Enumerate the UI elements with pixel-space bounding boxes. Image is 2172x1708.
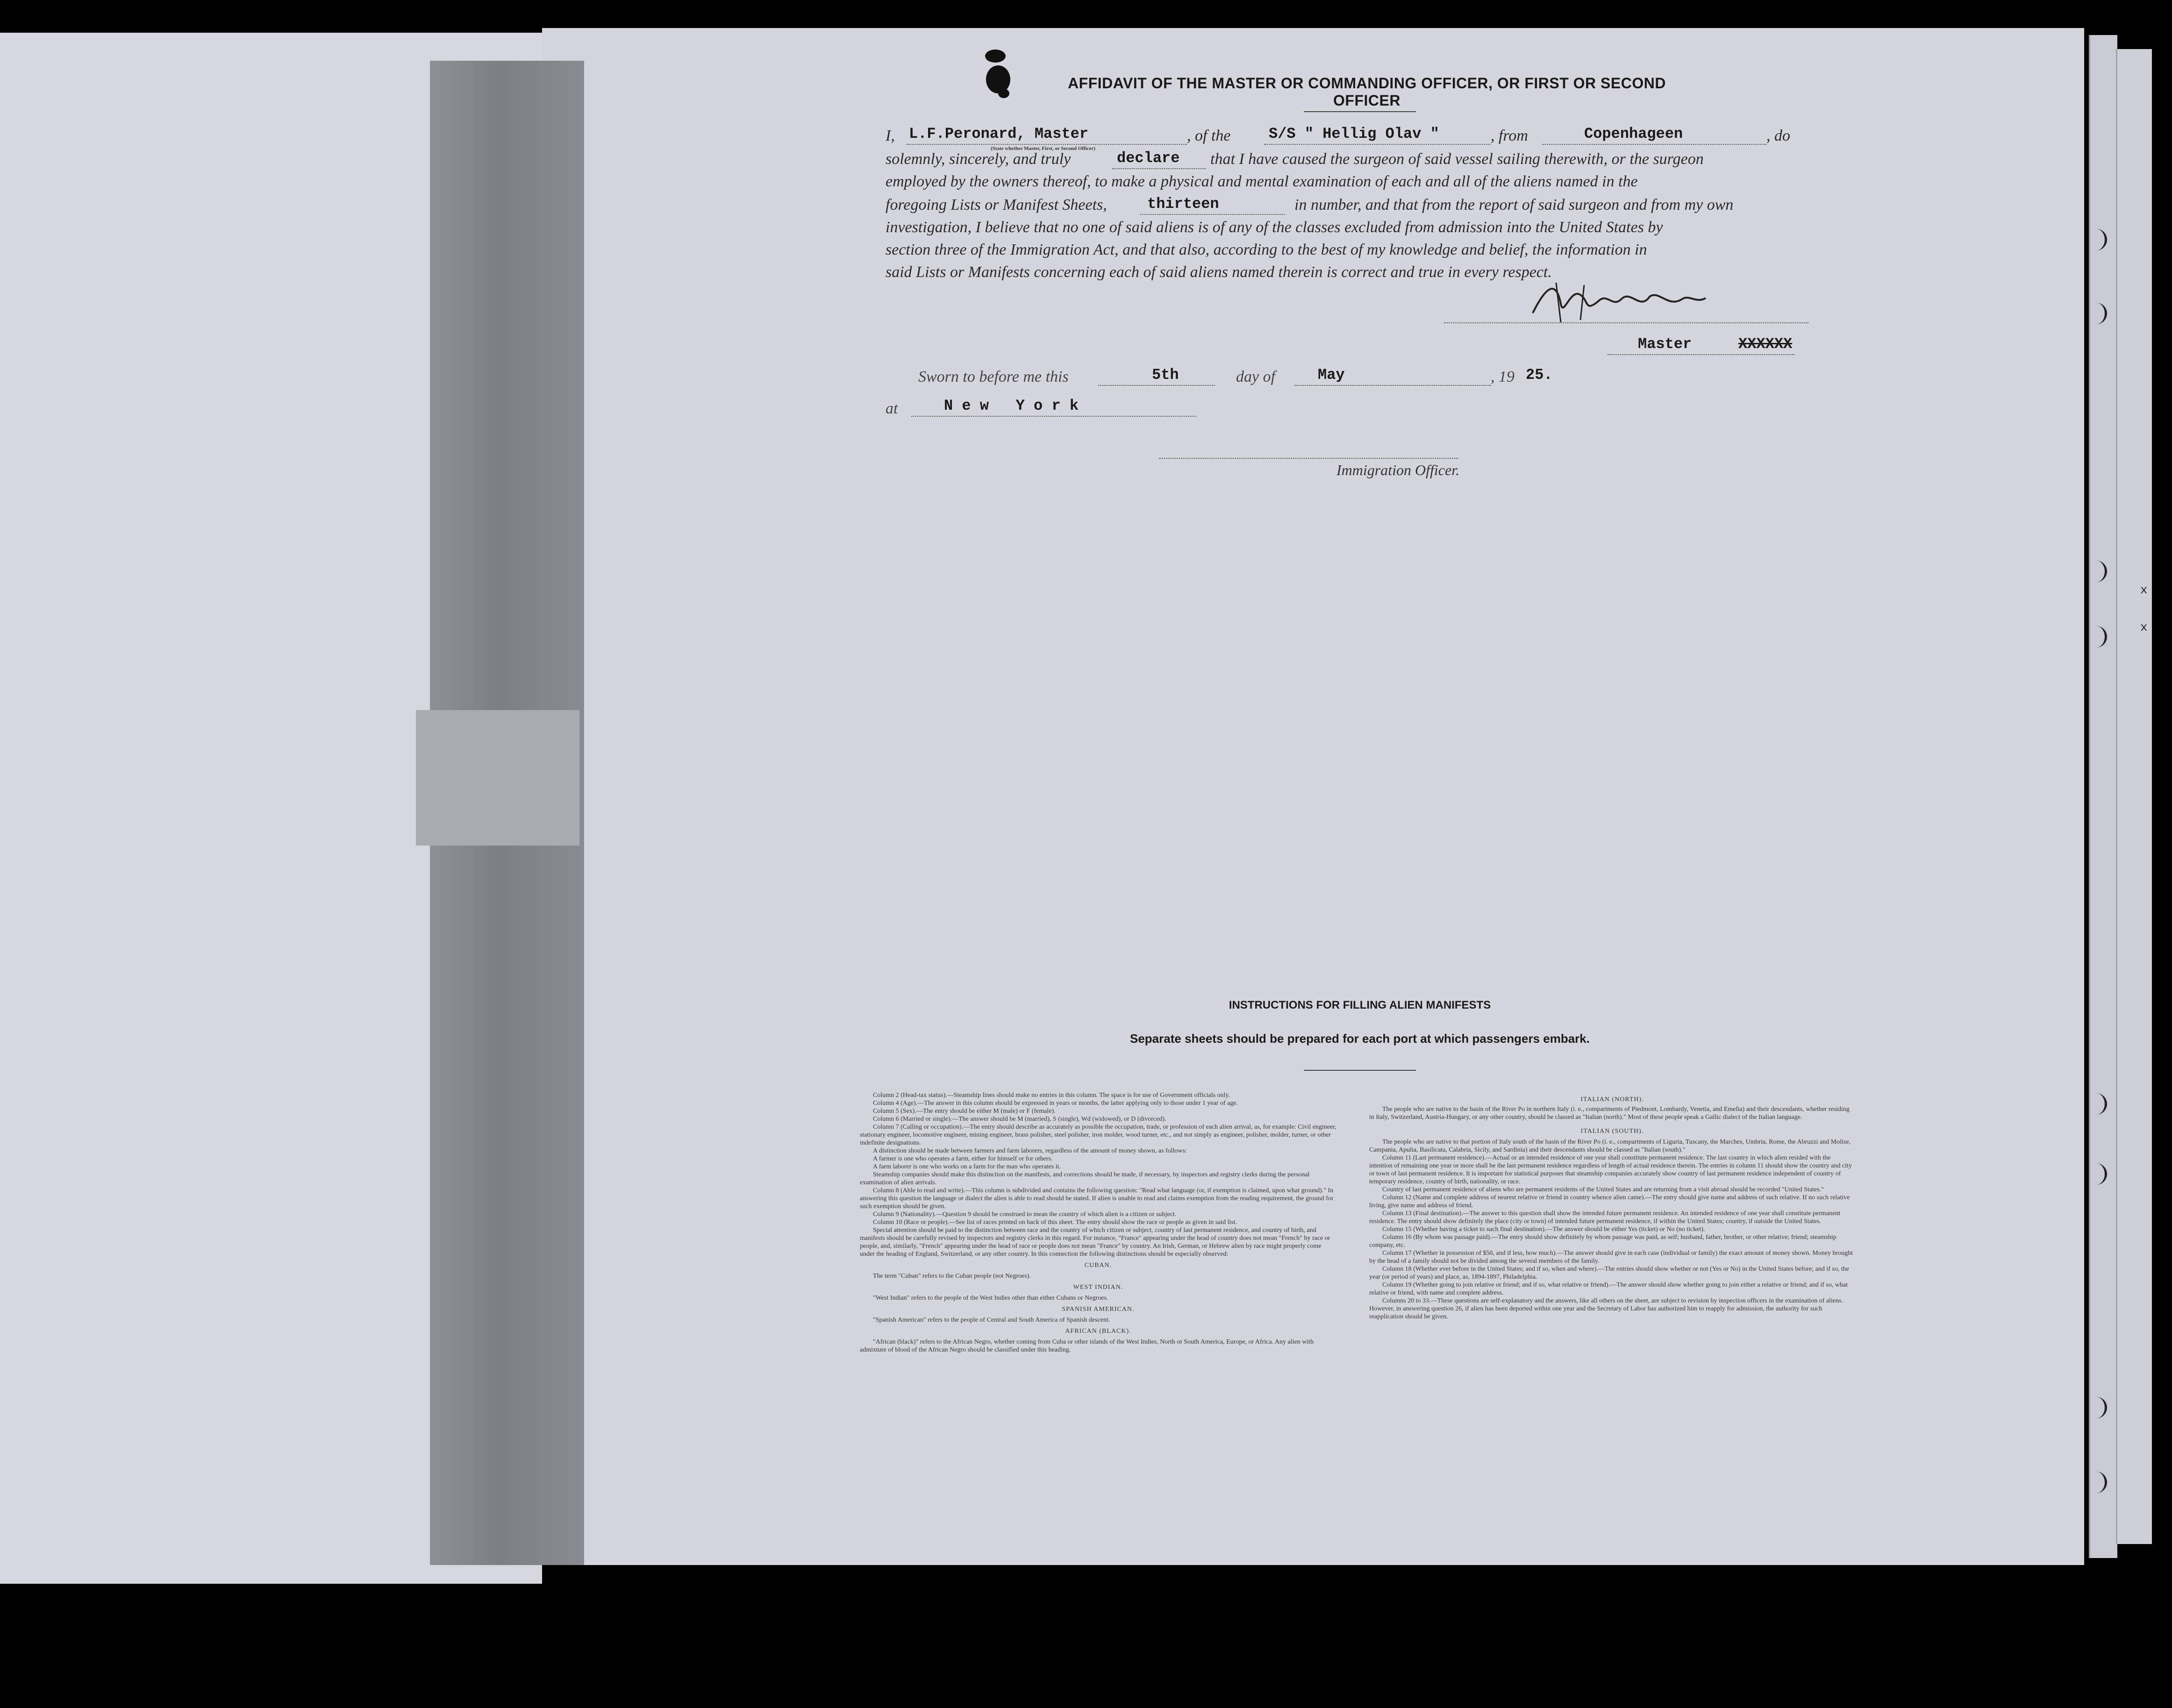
instruction-paragraph: A distinction should be made between farmers and farm laborers, regardless of the amount of money shown, as follows: [873, 1147, 1187, 1154]
instruction-paragraph: Column 19 (Whether going to join relative or friend; and if so, what relative or friend).—The answer should show whether going to join either a relative or friend; and if so, what relative or friend, with name and complete address. [1369, 1281, 1848, 1296]
sworn-month: May [1318, 366, 1345, 384]
instruction-paragraph: "African (black)" refers to the African Negro, whether coming from Cuba or other islands of the West Indies, North or South America, Europe, or Africa. Any alien with admixture of blood of the African Negro should be classified under this heading. [860, 1338, 1314, 1353]
vessel-name: S/S " Hellig Olav " [1269, 125, 1439, 142]
affidavit-line5: investigation, I believe that no one of said aliens is of any of the classes excluded from admission into the United States by [886, 219, 1663, 236]
instruction-paragraph: Column 17 (Whether in possession of $50, and if less, how much).—The answer should give in each case (individual or family) the exact amount of money shown. Money brought by the head of a family should not be divided among the several members of the family. [1369, 1250, 1853, 1265]
officer-signature-line [1159, 458, 1458, 459]
rank-note: (State whether Master, First, or Second Officer) [991, 146, 1096, 151]
title-line [1608, 354, 1794, 355]
instruction-paragraph: Column 11 (Last permanent residence).—Actual or an intended residence of one year shall constitute permanent residence. The last country in which alien resided with the intention of remaining one year or more shall be the last permanent residence regardless of length of actual residence therein. The entries in column 11 should show the country and city or town of last permanent residence. It is important for statistical purposes that steamship companies accurately show country of last permanent residence independent of country of temporary residence, country of birth, nationality, or race. [1369, 1154, 1852, 1185]
section-heading: ITALIAN (NORTH). [1580, 1096, 1644, 1103]
sworn-year-suffix: 25. [1526, 366, 1553, 384]
sworn-prefix: Sworn to before me this [918, 368, 1069, 385]
affidavit-do: , do [1766, 127, 1790, 144]
sworn-place: N e w Y o r k [944, 397, 1079, 414]
sheets-count: thirteen [1147, 195, 1219, 213]
master-signature [1528, 276, 1715, 327]
section-heading: CUBAN. [1084, 1262, 1112, 1269]
instruction-paragraph: Country of last permanent residence of aliens who are permanent residents of the United States and are returning from a visit abroad should be recorded "United States." [1382, 1186, 1824, 1193]
affidavit-line3: employed by the owners thereof, to make a physical and mental examination of each and all of the aliens named in the [886, 173, 1638, 190]
at-label: at [886, 400, 898, 417]
instruction-paragraph: The term "Cuban" refers to the Cuban people (not Negroes). [873, 1273, 1031, 1280]
instruction-paragraph: Column 6 (Married or single).—The answer should be M (married), S (single), Wd (widowed), or D (divorced). [873, 1116, 1166, 1123]
page-edge [2116, 49, 2152, 1544]
instruction-paragraph: Columns 20 to 33.—These questions are self-explanatory and the answers, like all others on the sheet, are subject to revision by inspection officers in the examination of aliens. However, in answering question 26, if alien has been deported within one year and the Secretary of Labor has authorized him to reapply for admission, the authority for such reapplication should be given. [1369, 1297, 1843, 1320]
instruction-paragraph: Column 8 (Able to read and write).—This column is subdivided and contains the following question: "Read what language (or, if exemption is claimed, upon what ground)." In answering this question the language or dialect the alien is able to read should be stated. If alien is unable to read and claims exemption from the reading requirement, the ground for such exemption should be given. [860, 1187, 1334, 1210]
sworn-year-prefix: , 19 [1491, 368, 1515, 385]
affidavit-line7: said Lists or Manifests concerning each of said aliens named therein is correct and true in every respect. [886, 263, 1552, 281]
section-heading: AFRICAN (BLACK). [1065, 1328, 1131, 1335]
page-edge [2089, 35, 2117, 1558]
margin-mark: x [2140, 620, 2148, 634]
instruction-paragraph: Column 7 (Calling or occupation).—The entry should describe as accurately as possible the occupation, trade, or profession of each alien arrival, as, for example: Civil engineer, stationary engineer, locomotive engineer, mining engineer, brass polisher, steel polisher, iron molder, wood turner, etc., and not simply as engineer, polisher, molder, turner, or other indefinite designations. [860, 1124, 1336, 1146]
blank-line [1098, 385, 1215, 386]
instructions-rule [1304, 1070, 1416, 1071]
blank-line [911, 416, 1196, 417]
instruction-paragraph: The people who are native to the basin of the River Po in northern Italy (i. e., compartments of Piedmont, Lombardy, Venetia, and Emelia) and their descendants, whether residing in Italy, Switzerland, Austria-Hungary, or any other country, should be classed as "Italian (north)." Most of these people speak a Gallic dialect of the Italian language. [1369, 1106, 1850, 1121]
port-from: Copenhageen [1584, 125, 1683, 142]
instructions-left-column [860, 1091, 1336, 1354]
title-rule [1304, 111, 1416, 112]
instruction-paragraph: Column 18 (Whether ever before in the United States; and if so, when and where).—The entries should show whether or not (Yes or No) in the United States before; and if so, the year (or period of years) and place, as, 1894-1897, Philadelphia. [1369, 1266, 1849, 1281]
sworn-day: 5th [1152, 366, 1179, 384]
struck-text: XXXXXX [1738, 335, 1793, 353]
blank-line [1264, 144, 1491, 145]
blank-line [1542, 144, 1766, 145]
blank-line [907, 144, 1187, 145]
instruction-paragraph: Column 15 (Whether having a ticket to such final destination).—The answer should be either Yes (ticket) or No (no ticket). [1382, 1226, 1705, 1233]
affidavit-line4-rest: in number, and that from the report of said surgeon and from my own [1294, 196, 1734, 214]
instruction-paragraph: Special attention should be paid to the distinction between race and the country of which citizen or subject, country of last permanent residence, and country of birth, and manifests should be carefully revised by inspectors and registry clerks in this regard. For instance, "France" appearing under the head of country does not mean "French" by race or people, and, similarly, "French" appearing under the head of race or people does not mean "France" by country. An Irish, German, or Hebrew alien by race might properly come under the heading of England, Switzerland, or any other country. In this connection the following distinctions should be especially observed: [860, 1227, 1330, 1258]
declare-word: declare [1117, 149, 1180, 167]
sworn-day-of: day of [1236, 368, 1276, 385]
signature-line [1444, 322, 1808, 323]
affidavit-line1-prefix: I, [886, 127, 895, 144]
instructions-title: INSTRUCTIONS FOR FILLING ALIEN MANIFESTS [1229, 999, 1491, 1011]
section-heading: WEST INDIAN. [1073, 1284, 1123, 1291]
instruction-paragraph: Column 5 (Sex).—The entry should be either M (male) or F (female). [873, 1108, 1056, 1115]
signer-title: Master [1638, 335, 1692, 353]
instruction-paragraph: "Spanish American" refers to the people of Central and South America of Spanish descent. [873, 1317, 1110, 1324]
margin-mark: x [2140, 583, 2148, 597]
instruction-paragraph: The people who are native to that portion of Italy south of the basin of the River Po (i. e., compartments of Liguria, Tuscany, the Marches, Umbria, Rome, the Abruzzi and Molise, Campania, Apulia, Basilicata, Calabria, Sicily, and Sardinia) and their descendants should be classed as "Italian (south)." [1369, 1139, 1851, 1153]
instruction-paragraph: "West Indian" refers to the people of the West Indies other than either Cubans or Negroes. [873, 1295, 1108, 1302]
instructions-subtitle: Separate sheets should be prepared for each port at which passengers embark. [1130, 1032, 1590, 1046]
affidavit-line2-prefix: solemnly, sincerely, and truly [886, 150, 1071, 168]
blank-line [1112, 168, 1206, 169]
binding-tape-patch [416, 710, 579, 846]
instruction-paragraph: Column 13 (Final destination).—The answer to this question shall show the intended future permanent residence. An intended residence of one year shall constitute permanent residence. The entry should show definitely the place (city or town) of intended future permanent residence, if within the United States; country, if outside the United States. [1369, 1210, 1841, 1225]
affidavit-from: , from [1491, 127, 1528, 144]
officer-label: Immigration Officer. [1336, 462, 1460, 478]
instruction-paragraph: Column 4 (Age).—The answer in this column should be expressed in years or months, the latter applying only to those under 1 year of age. [873, 1100, 1238, 1107]
instruction-paragraph: A farm laborer is one who works on a farm for the man who operates it. [873, 1163, 1061, 1170]
instruction-paragraph: Column 9 (Nationality).—Question 9 should be construed to mean the country of which alien is a citizen or subject. [873, 1211, 1177, 1218]
affidavit-line4-prefix: foregoing Lists or Manifest Sheets, [886, 196, 1107, 214]
instruction-paragraph: Column 2 (Head-tax status).—Steamship lines should make no entries in this column. The space is for use of Government officials only. [873, 1092, 1230, 1099]
master-name: L.F.Peronard, Master [909, 125, 1089, 142]
ink-blot [981, 47, 1014, 103]
affidavit-of-the: , of the [1187, 127, 1231, 144]
affidavit-line6: section three of the Immigration Act, and that also, according to the best of my knowledge and belief, the information in [886, 241, 1647, 258]
blank-line [1294, 385, 1491, 386]
instruction-paragraph: A farmer is one who operates a farm, either for himself or for others. [873, 1155, 1053, 1162]
instructions-right-column [1369, 1096, 1855, 1321]
instruction-paragraph: Column 16 (By whom was passage paid).—The entry should show definitely by whom passage was paid, as self; husband, father, brother, or other relative; friend; steamship company, etc. [1369, 1234, 1836, 1249]
affidavit-title: AFFIDAVIT OF THE MASTER OR COMMANDING OFFICER, OR FIRST OR SECOND OFFICER [1068, 75, 1666, 109]
section-heading: ITALIAN (SOUTH). [1580, 1128, 1644, 1135]
instruction-paragraph: Column 12 (Name and complete address of nearest relative or friend in country whence alien came).—The entry should give name and address of such relative. If no such relative living, give name and address of friend. [1369, 1194, 1850, 1209]
blank-line [1140, 214, 1285, 215]
instruction-paragraph: Steamship companies should make this distinction on the manifests, and corrections should be made, if necessary, by inspectors and registry clerks during the personal examination of alien arrivals. [860, 1171, 1310, 1186]
affidavit-line2-rest: that I have caused the surgeon of said vessel sailing therewith, or the surgeon [1210, 150, 1704, 168]
instruction-paragraph: Column 10 (Race or people).—See list of races printed on back of this sheet. The entry should show the race or people as given in said list. [873, 1219, 1237, 1226]
section-heading: SPANISH AMERICAN. [1062, 1306, 1135, 1313]
